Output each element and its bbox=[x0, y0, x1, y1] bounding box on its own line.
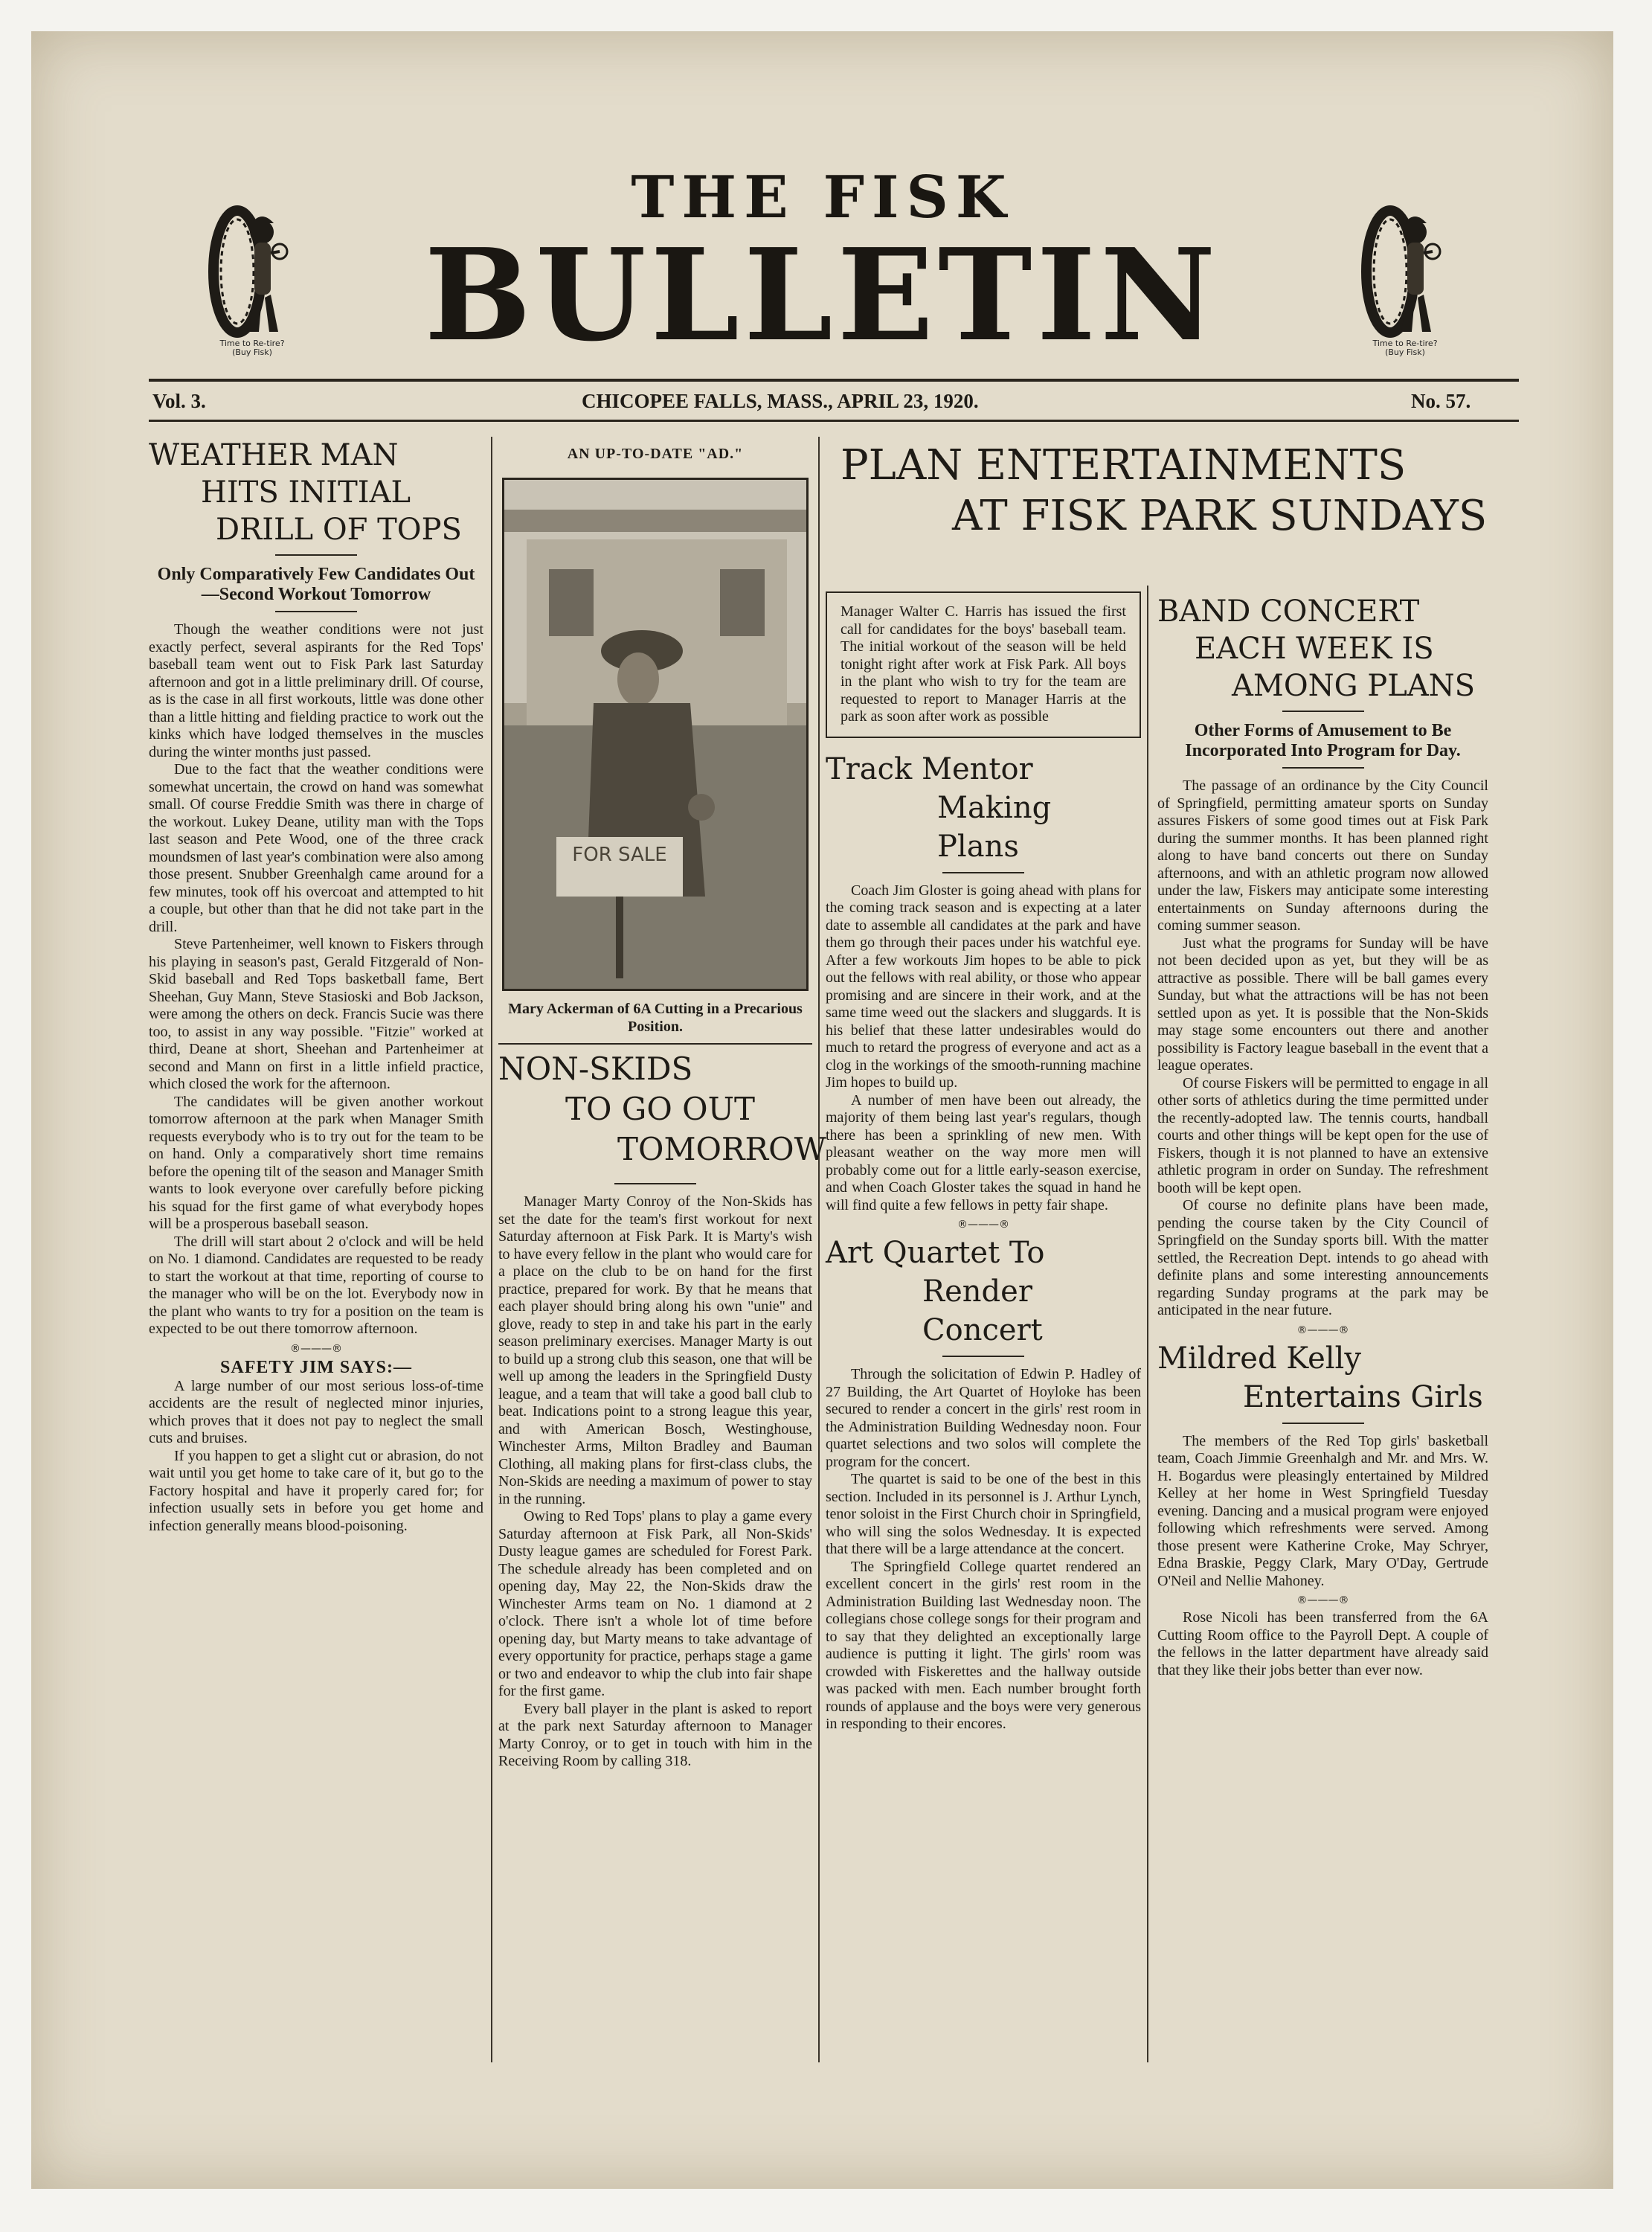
banner-headline bbox=[826, 440, 1525, 542]
paragraph: Of course no definite plans have been made, pending the course taken by the City Council of Springfield on the Sunday sports bill. With the matter settled, the Recreation Dept. intends to go ahead with definite plans and some interesting announcements regarding Sunday programs at the park may be anticipated in the near future. bbox=[1157, 1197, 1488, 1318]
column-divider-1 bbox=[491, 437, 492, 2062]
headline-line: WEATHER MAN bbox=[149, 438, 399, 472]
article-art-quartet bbox=[826, 1366, 1141, 1734]
place-date: CHICOPEE FALLS, MASS., APRIL 23, 1920. bbox=[582, 390, 979, 412]
column-4 bbox=[1157, 593, 1488, 1679]
headline-mildred-kelly bbox=[1157, 1339, 1488, 1417]
article-rose-nicoli bbox=[1157, 1609, 1488, 1679]
headline-weather-man bbox=[149, 437, 483, 548]
paragraph: Through the solicitation of Edwin P. Hadley of 27 Building, the Art Quartet of Hoyloke has been secured to render a concert in the girls' rest room in the Administration Building Wednesday noon. Four quartet selections and two solos will complete the program for the concert. bbox=[826, 1366, 1141, 1470]
issue-number: No. 57. bbox=[1411, 390, 1471, 412]
headline-track-mentor bbox=[826, 750, 1141, 866]
article-weather-man bbox=[149, 621, 483, 1338]
separator: ®———® bbox=[290, 1342, 342, 1355]
banner-line: AT FISK PARK SUNDAYS bbox=[952, 492, 1488, 540]
divider bbox=[1282, 767, 1364, 769]
banner-line: PLAN ENTERTAINMENTS bbox=[841, 441, 1407, 490]
column-divider-2 bbox=[818, 437, 820, 2062]
photo-frame bbox=[502, 478, 809, 991]
masthead-the-fisk: THE FISK bbox=[631, 164, 1014, 231]
paragraph: The quartet is said to be one of the best in this section. Included in its personnel is J. Arthur Lynch, tenor soloist in the First Church choir in Springfield, who will sing the solos Wednesday. It is expected that there will be a large attendance at the concert. bbox=[826, 1471, 1141, 1557]
separator: ®———® bbox=[1296, 1324, 1349, 1336]
paragraph: Due to the fact that the weather conditions were somewhat uncertain, the crowd on hand was somewhat small. Of course Freddie Smith was there in charge of the workout. Lukey Deane, utility man with the Tops last season and Pete Wood, one of the three crack moundsmen of last year's combination were also among those present. Snubber Greenhalgh came around for a few minutes, took off his overcoat and attempted to hit a couple, but other than that he did not take part in the drill. bbox=[149, 761, 483, 935]
headline-line: AMONG PLANS bbox=[1232, 669, 1476, 703]
paragraph: Though the weather conditions were not just exactly perfect, several aspirants for the Red Tops' baseball team went out to Fisk Park last Saturday afternoon and got in a little preliminary drill. Of course, as is the case in all first workouts, little was done other than a little hitting and fielding practice to work out the kinks which have lodged themselves in the muscles during the winter months just passed. bbox=[149, 621, 483, 760]
paragraph: A number of men have been out already, the majority of them being last year's regulars, though there has been a sprinkling of new men. With pleasant weather on the way more men will probably come out for a little early-season exercise, and when Coach Gloster takes the squad in hand he will find quite a few fellows in petty fair shape. bbox=[826, 1091, 1141, 1213]
paragraph: Owing to Red Tops' plans to play a game every Saturday afternoon at Fisk Park, all Non-Skids' Dusty league games are scheduled for Forest Park. The schedule already has been completed and on opening day, May 22, the Non-Skids draw the Winchester Arms team on No. 1 diamond at 2 o'clock. There isn't a whole lot of time before opening day, but Marty means to take advantage of every opportunity for practice, perhaps stage a game or two and endeavor to whip the club into fair shape for the first game. bbox=[498, 1508, 812, 1699]
paragraph: Steve Partenheimer, well known to Fiskers through his playing in season's past, Gerald Fitzgerald of Non-Skid baseball and Red Tops basketball fame, Bert Sheehan, Guy Mann, Steve Stasioski and Bob Jackson, were among the others on deck. Francis Sucie was there too, to assist in any way possible. "Fitzie" worked at third, Deane at short, Sheehan and Partenheimer at second and Mann on first in a little infield practice, which closed the work for the afternoon. bbox=[149, 936, 483, 1092]
headline-line: DRILL OF TOPS bbox=[216, 513, 462, 547]
headline-non-skids bbox=[498, 1049, 826, 1170]
caption-rule bbox=[498, 1043, 812, 1045]
headline-line: Making Plans bbox=[937, 790, 1052, 864]
headline-line: TOMORROW bbox=[617, 1131, 826, 1167]
separator: ®———® bbox=[957, 1219, 1009, 1231]
headline-line: Art Quartet To bbox=[826, 1236, 1045, 1270]
divider bbox=[614, 1183, 696, 1184]
paragraph: If you happen to get a slight cut or abrasion, do not wait until you get home to take care of it, but go to the Factory hospital and have it properly cared for; for infection usually sets in before you get home and infection generally means blood-poisoning. bbox=[149, 1447, 483, 1534]
divider bbox=[275, 611, 357, 612]
headline-line: Track Mentor bbox=[826, 751, 1033, 786]
paragraph: The candidates will be given another workout tomorrow afternoon at the park when Manager Smith requests everybody who is to try out for the team to be on hand. Only a comparatively short time remains before the opening tilt of the season and Manager Smith wants to look everyone over carefully before picking his squad for the first game of what everybody hopes will be a prosperous baseball season. bbox=[149, 1093, 483, 1232]
masthead-bulletin: BULLETIN bbox=[424, 221, 1221, 370]
paragraph: The Springfield College quartet rendered an excellent concert in the girls' rest room in the Administration Building last Wednesday noon. The collegians chose college songs for their program and to say that they delighted an exceptionally large audience is putting it light. The girls' room was crowded with Fiskerettes and the hallway outside was packed with men. Each number brought forth rounds of applause and the boys were very generous in responding to their encores. bbox=[826, 1558, 1141, 1732]
paragraph: Rose Nicoli has been transferred from the 6A Cutting Room office to the Payroll Dept. A couple of the fellows in the latter department have already said that they like their jobs better than ever now. bbox=[1157, 1609, 1488, 1678]
newspaper-page bbox=[31, 31, 1613, 2189]
headline-line: TO GO OUT bbox=[565, 1091, 755, 1127]
paragraph: A large number of our most serious loss-of-time accidents are the result of neglected minor injuries, which proves that it does not pay to neglect the small cuts and bruises. bbox=[149, 1377, 483, 1446]
paragraph: Manager Marty Conroy of the Non-Skids has set the date for the team's first workout for next Saturday afternoon at Fisk Park. It is Marty's wish to have every fellow in the plant who would care for a place on the club to be on hand for the first practice, prepared for work. By that he means that each player should bring along his own "unie" and glove, ready to step in and take his part in the early season preliminary exercises. Manager Marty is out to build up a strong club this season, one that will be well up among the leaders in the Springfield Dusty league, and a team that will take a good ball club to beat. Indications point to a strong league this year, and with American Bosch, Westinghouse, Winchester Arms, Milton Bradley and Bauman Clothing, all making plans for first-class clubs, the Non-Skids are needing a maximum of power to stay in the running. bbox=[498, 1193, 812, 1507]
article-track-mentor bbox=[826, 882, 1141, 1215]
paragraph: The members of the Red Top girls' basketball team, Coach Jimmie Greenhalgh and Mr. and Mrs. W. H. Bogardus were pleasingly entertained by Mildred Kelley at her home in West Springfield Tuesday evening. Dancing and a musical program were enjoyed following which refreshments were served. Among those present were Katherine Croke, May Schryer, Edna Braskie, Peggy Clark, Mary O'Day, Gertrude O'Neil and Nellie Mahoney. bbox=[1157, 1432, 1488, 1589]
headline-line: EACH WEEK IS bbox=[1195, 632, 1434, 666]
article-safety-jim bbox=[149, 1378, 483, 1536]
paragraph: Of course Fiskers will be permitted to engage in all other sorts of athletics during the time permitted under the recently-adopted law. The tennis courts, handball courts and other things will be kept open for the use of Fiskers, though it is not planned to have an extensive athletic program in order on Sunday. The refreshment booth will be kept open. bbox=[1157, 1074, 1488, 1196]
boxed-notice-text: Manager Walter C. Harris has issued the first call for candidates for the boys' baseball team. The initial workout of the season will be held tonight right after work at Fisk Park. All boys in the plant who wish to try for the team are requested to report to Manager Harris at the park as soon after work as possible bbox=[841, 603, 1126, 725]
column-1 bbox=[149, 437, 483, 1535]
headline-line: BAND CONCERT bbox=[1157, 594, 1420, 629]
headline-line: Mildred Kelly bbox=[1157, 1341, 1361, 1376]
headline-line: Entertains Girls bbox=[1243, 1379, 1483, 1414]
divider bbox=[942, 1356, 1024, 1357]
headline-line: Render Concert bbox=[922, 1274, 1043, 1347]
subhead-band-concert: Other Forms of Amusement to Be Incorporated Into Program for Day. bbox=[1185, 721, 1461, 760]
volume-label: Vol. 3. bbox=[152, 390, 206, 412]
separator: ®———® bbox=[1296, 1594, 1349, 1606]
photo-caption: Mary Ackerman of 6A Cutting in a Precarious Position. bbox=[508, 1001, 803, 1035]
paragraph: Every ball player in the plant is asked to report at the park next Saturday afternoon to Manager Marty Conroy, or to get in touch with him in the Receiving Room by calling 318. bbox=[498, 1700, 812, 1769]
safety-jim-head: SAFETY JIM SAYS:— bbox=[220, 1357, 412, 1377]
ad-heading: AN UP-TO-DATE "AD." bbox=[567, 446, 744, 462]
column-divider-3 bbox=[1147, 586, 1148, 2062]
headline-line: HITS INITIAL bbox=[201, 475, 411, 510]
column-2 bbox=[498, 444, 826, 1771]
paragraph: The passage of an ordinance by the City Council of Springfield, permitting amateur sports on Sunday assures Fiskers of some good times out at Fisk Park during the summer months. It has been planned right along to have band concerts out there on Sunday afternoons, and with an athletic program now allowed under the law, Fiskers may anticipate some interesting entertainments on Sunday afternoons during the coming summer season. bbox=[1157, 777, 1488, 934]
column-3 bbox=[826, 586, 1141, 1734]
article-band-concert bbox=[1157, 777, 1488, 1320]
paragraph: Coach Jim Gloster is going ahead with plans for the coming track season and is expecting at a later date to assemble all candidates at the park and have them go through their paces under his watchful eye. After a few workouts Jim hopes to be able to pick out the fellows with real ability, or those who appear promising and are sincere in their work, and at the same time weed out the slackers and sluggards. It is his belief that these latter undesirables would do much to retard the progress of everyone and act as a clog in the workings of the smooth-running machine Jim hopes to build up. bbox=[826, 882, 1141, 1091]
top-rule bbox=[149, 379, 1519, 382]
subhead-weather-man: Only Comparatively Few Candidates Out—Second Workout Tomorrow bbox=[157, 565, 475, 604]
boxed-notice bbox=[826, 591, 1141, 738]
logo-caption-line1: Time to Re-tire? bbox=[1372, 339, 1438, 348]
photo-woman-on-sign bbox=[504, 480, 806, 989]
bottom-rule bbox=[149, 420, 1519, 422]
sign-for-sale: FOR SALE bbox=[572, 844, 667, 866]
logo-caption-line2: (Buy Fisk) bbox=[1385, 347, 1425, 357]
headline-band-concert bbox=[1157, 593, 1488, 705]
headline-art-quartet bbox=[826, 1234, 1141, 1350]
article-non-skids bbox=[498, 1193, 812, 1771]
divider bbox=[275, 554, 357, 556]
logo-caption-line2: (Buy Fisk) bbox=[232, 347, 272, 357]
divider bbox=[1282, 711, 1364, 712]
divider bbox=[1282, 1423, 1364, 1424]
paragraph: The drill will start about 2 o'clock and will be held on No. 1 diamond. Candidates are requested to be ready to start the workout at that time, reporting of course to the manager who will be on the lot. Everybody now in the plant who wants to try for a position on the team is expected to be out there tomorrow afternoon. bbox=[149, 1233, 483, 1337]
logo-caption-line1: Time to Re-tire? bbox=[219, 339, 285, 348]
paragraph: Just what the programs for Sunday will be have not been decided upon as yet, but they will be as attractive as possible. There will be ball games every Sunday, but what the attractions will be has not been settled upon as yet. It is possible that the Non-Skids may stage some encounters out there and another possibility is Factory league baseball in the event that a league operates. bbox=[1157, 934, 1488, 1074]
headline-line: NON-SKIDS bbox=[498, 1051, 693, 1087]
divider bbox=[942, 872, 1024, 873]
article-mildred-kelly bbox=[1157, 1433, 1488, 1591]
